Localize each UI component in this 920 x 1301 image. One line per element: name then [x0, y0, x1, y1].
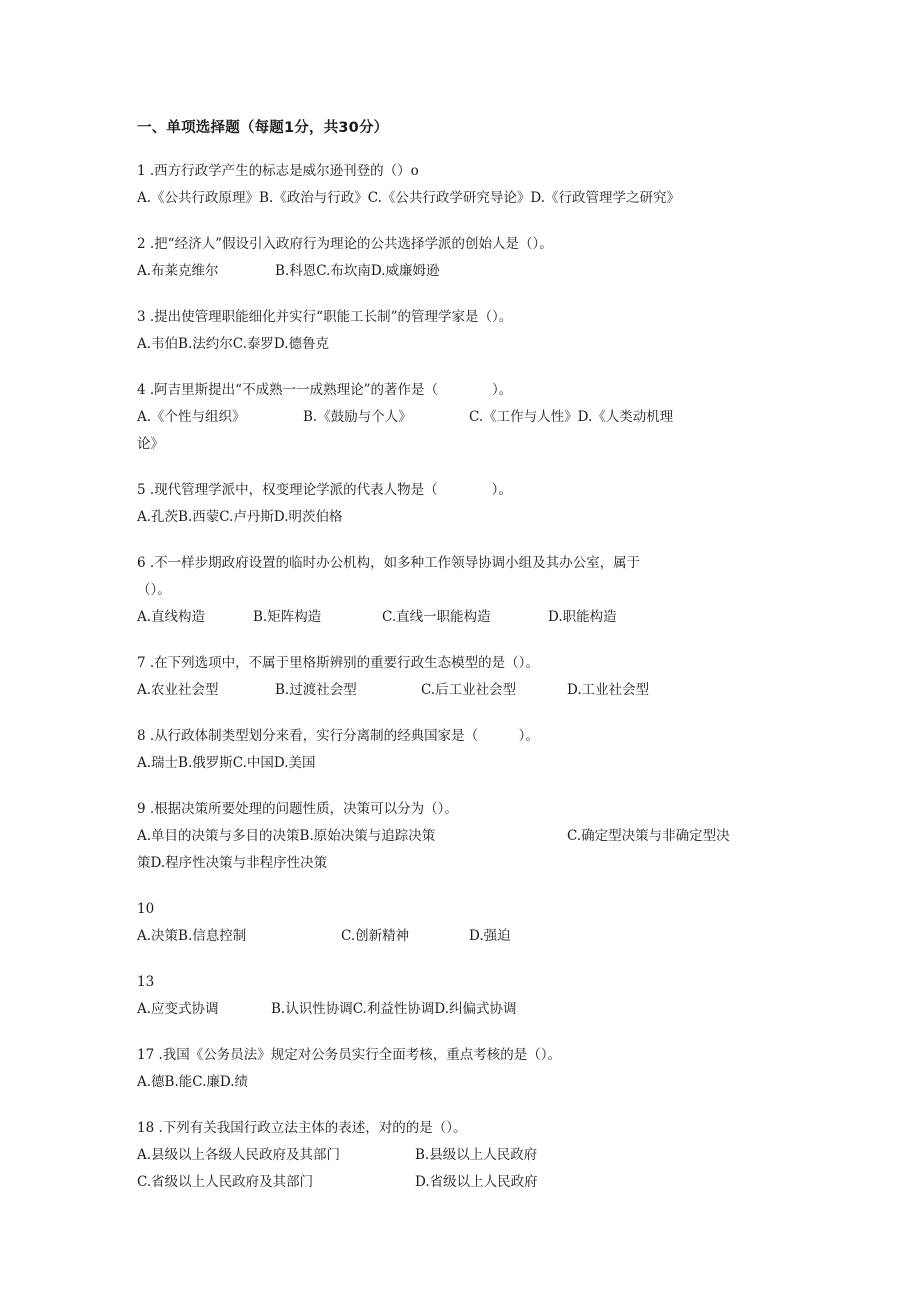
option-text: A.布莱克维尔 [137, 263, 219, 279]
question-18 [137, 1115, 777, 1196]
question-options [137, 504, 777, 531]
question-stem: 5 .现代管理学派中，权变理论学派的代表人物是（ ）。 [137, 482, 512, 498]
option-text: A.德B.能C.廉D.绩 [137, 1074, 249, 1090]
option-text: C.省级以上人民政府及其部门 [137, 1174, 314, 1190]
option-text: B.县级以上人民政府 [415, 1147, 538, 1163]
option-text: A.《个性与组织》 [137, 409, 246, 425]
question-stem: 3 .提出使管理职能细化并实行“职能工长制”的管理学家是（）。 [137, 309, 513, 325]
option-text: C.直线一职能构造 [382, 609, 491, 625]
option-text: A.农业社会型 [137, 682, 219, 698]
question-options [137, 185, 777, 212]
option-text: D.工业社会型 [567, 682, 650, 698]
option-text: C.确定型决策与非确定型决 [567, 828, 730, 844]
question-10 [137, 896, 777, 950]
question-6 [137, 550, 777, 631]
question-options [137, 1069, 777, 1096]
question-7 [137, 650, 777, 704]
option-text: B.《鼓励与个人》 [303, 409, 412, 425]
question-options [137, 923, 777, 950]
question-4 [137, 377, 777, 458]
option-text: C.后工业社会型 [421, 682, 517, 698]
option-text: D.强迫 [469, 928, 511, 944]
option-text: C.《工作与人性》D.《人类动机理 [469, 409, 674, 425]
question-stem: 17 .我国《公务员法》规定对公务员实行全面考核，重点考核的是（）。 [137, 1047, 562, 1063]
question-2 [137, 231, 777, 285]
question-options [137, 258, 777, 285]
question-options [137, 431, 777, 458]
option-text: B.矩阵构造 [253, 609, 322, 625]
question-8 [137, 723, 777, 777]
option-text: A.决策B.信息控制 [137, 928, 247, 944]
option-text: B.认识性协调C.利益性协调D.纠偏式协调 [271, 1001, 517, 1017]
question-stem: 9 .根据决策所要处理的问题性质，决策可以分为（）。 [137, 801, 458, 817]
question-stem: 4 .阿吉里斯提出“不成熟一一成熟理论”的著作是（ ）。 [137, 382, 513, 398]
question-stem: 2 .把“经济人”假设引入政府行为理论的公共选择学派的创始人是（）。 [137, 236, 553, 252]
option-text: 论》 [137, 436, 164, 452]
question-13 [137, 969, 777, 1023]
question-options [137, 996, 777, 1023]
option-text: A.孔茨B.西蒙C.卢丹斯D.明茨伯格 [137, 509, 343, 525]
question-stem: 13 [137, 974, 155, 990]
question-options [137, 1142, 777, 1169]
option-text: A.《公共行政原理》B.《政治与行政》C.《公共行政学研究导论》D.《行政管理学之研究》 [137, 190, 681, 206]
question-stem: 1 .西方行政学产生的标志是威尔逊刊登的（）o [137, 163, 419, 179]
question-stem: 10 [137, 901, 155, 917]
question-5 [137, 477, 777, 531]
question-options [137, 750, 777, 777]
question-17 [137, 1042, 777, 1096]
option-text: A.单目的决策与多目的决策B.原始决策与追踪决策 [137, 828, 436, 844]
question-stem: 6 .不一样步期政府设置的临时办公机构，如多种工作领导协调小组及其办公室，属于 [137, 555, 641, 571]
option-text: 策D.程序性决策与非程序性决策 [137, 855, 328, 871]
option-text: B.科恩C.布坎南D.威廉姆逊 [275, 263, 440, 279]
question-stem: 18 .下列有关我国行政立法主体的表述，对的的是（）。 [137, 1120, 467, 1136]
question-options [137, 1169, 777, 1196]
question-stem: （）。 [137, 582, 171, 598]
option-text: A.瑞士B.俄罗斯C.中国D.美国 [137, 755, 316, 771]
option-text: A.直线构造 [137, 609, 206, 625]
option-text: A.应变式协调 [137, 1001, 219, 1017]
question-options [137, 404, 777, 431]
question-options [137, 677, 777, 704]
question-1 [137, 158, 777, 212]
question-3 [137, 304, 777, 358]
option-text: B.过渡社会型 [275, 682, 357, 698]
question-9 [137, 796, 777, 877]
option-text: D.职能构造 [548, 609, 617, 625]
question-options [137, 604, 777, 631]
option-text: C.创新精神 [341, 928, 410, 944]
question-stem: 8 .从行政体制类型划分来看，实行分离制的经典国家是（ ）。 [137, 728, 539, 744]
option-text: D.省级以上人民政府 [415, 1174, 538, 1190]
option-text: A.县级以上各级人民政府及其部门 [137, 1147, 341, 1163]
option-text: A.韦伯B.法约尔C.泰罗D.德鲁克 [137, 336, 330, 352]
question-stem: 7 .在下列选项中，不属于里格斯辨别的重要行政生态模型的是（）。 [137, 655, 539, 671]
question-options [137, 823, 777, 850]
section-title: 一、单项选择题（每题1分，共30分） [137, 120, 389, 136]
question-options [137, 850, 777, 877]
question-options [137, 331, 777, 358]
